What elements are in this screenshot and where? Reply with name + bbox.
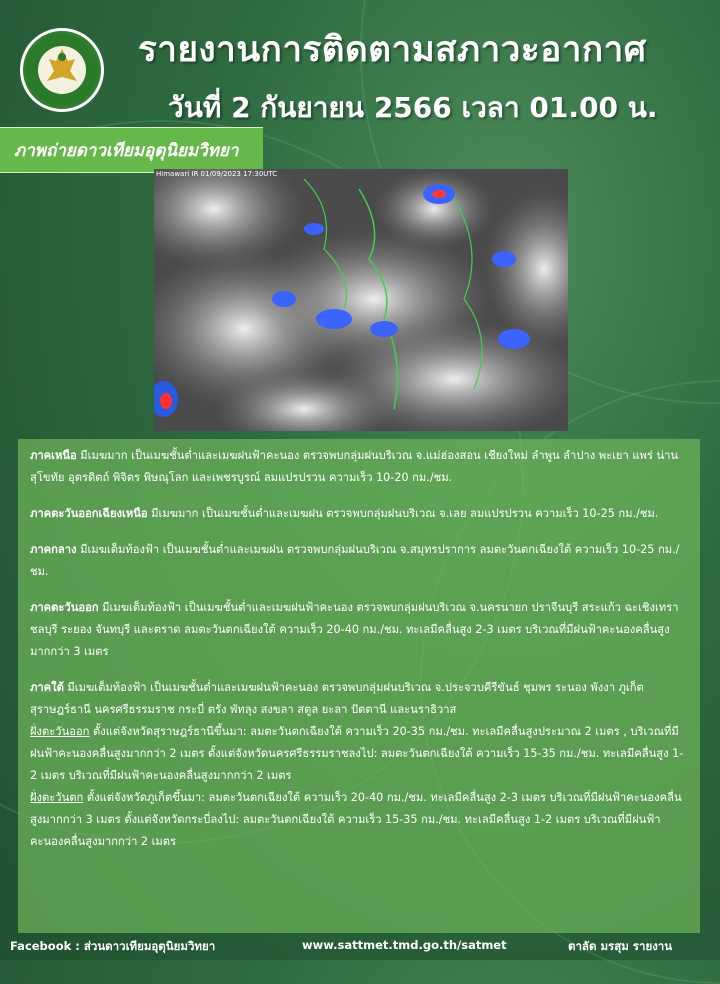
facebook-link[interactable]: Facebook : ส่วนดาวเทียมอุตุนิยมวิทยา <box>10 939 216 953</box>
region-label: ภาคกลาง <box>30 543 77 556</box>
section-label: ภาพถ่ายดาวเทียมอุตุนิยมวิทยา <box>0 127 263 173</box>
region-text: มีเมฆเต็มท้องฟ้า เป็นเมฆชั้นต่ำและเมฆฝนฟ้าคะนอง ตรวจพบกลุ่มฝนบริเวณ จ.นครนายก ปราจีนบุรี สระแก้ว ฉะเชิงเทรา ชลบุรี ระยอง จันทบุรี และตราด ลมตะวันตกเฉียงใต้ ความเร็ว 20-40 กม./ชม. ทะเลมีคลื่นสูง 2-3 เมตร บริเวณที่มีฝนฟ้าคะนองคลื่นสูงมากกว่า 3 เมตร <box>30 601 679 658</box>
east-coast-text: ตั้งแต่จังหวัดสุราษฎร์ธานีขึ้นมา: ลมตะวันตกเฉียงใต้ ความเร็ว 20-35 กม./ชม. ทะเลมีคลื่นสูงประมาณ 2 เมตร , บริเวณที่มีฝนฟ้าคะนองคลื่นสูงมากกว่า 2 เมตร ตั้งแต่จังหวัดนครศรีธรรมราชลงไป: ลมตะวันตกเฉียงใต้ ความเร็ว 15-35 กม./ชม. ทะเลมีคลื่นสูง 1-2 เมตร บริเวณที่มีฝนฟ้าคะนองคลื่นสูงมากกว่า 2 เมตร <box>30 725 684 782</box>
footer <box>0 936 720 958</box>
region-text: มีเมฆมาก เป็นเมฆชั้นต่ำและเมฆฝนฟ้าคะนอง ตรวจพบกลุ่มฝนบริเวณ จ.แม่ฮ่องสอน เชียงใหม่ ลำพูน ลำปาง พะเยา แพร่ น่าน สุโขทัย อุตรดิตถ์ พิจิตร พิษณุโลก และเพชรบูรณ์ ลมแปรปรวน ความเร็ว 10-20 กม./ชม. <box>30 449 679 484</box>
report-northeast <box>30 503 688 525</box>
west-coast-label: ฝั่งตะวันตก <box>30 791 84 804</box>
region-label: ภาคตะวันออก <box>30 601 99 614</box>
region-text: มีเมฆมาก เป็นเมฆชั้นต่ำและเมฆฝน ตรวจพบกลุ่มฝนบริเวณ จ.เลย ลมแปรปรวน ความเร็ว 10-25 กม./ชม. <box>147 507 659 520</box>
tmd-logo <box>20 28 104 112</box>
report-north <box>30 445 688 489</box>
region-text: มีเมฆเต็มท้องฟ้า เป็นเมฆชั้นต่ำและเมฆฝนฟ้าคะนอง ตรวจพบกลุ่มฝนบริเวณ จ.ประจวบคีรีขันธ์ ชุมพร ระนอง พังงา ภูเก็ต สุราษฎร์ธานี นครศรีธรรมราช กระบี่ ตรัง พัทลุง สงขลา สตูล ยะลา ปัตตานี และนราธิวาส <box>30 681 644 716</box>
website-link[interactable]: www.sattmet.tmd.go.th/satmet <box>302 938 507 952</box>
region-text: มีเมฆเต็มท้องฟ้า เป็นเมฆชั้นต่ำและเมฆฝน ตรวจพบกลุ่มฝนบริเวณ จ.สมุทรปราการ ลมตะวันตกเฉียงใต้ ความเร็ว 10-25 กม./ชม. <box>30 543 680 578</box>
report-title: รายงานการติดตามสภาวะอากาศ <box>138 30 647 70</box>
region-label: ภาคเหนือ <box>30 449 77 462</box>
satellite-label: Himawari IR 01/09/2023 17:30UTC <box>156 170 278 178</box>
weather-report <box>18 439 700 933</box>
report-central <box>30 539 688 583</box>
report-date: วันที่ 2 กันยายน 2566 เวลา 01.00 น. <box>168 91 658 124</box>
report-south <box>30 677 688 853</box>
region-label: ภาคตะวันออกเฉียงเหนือ <box>30 507 148 520</box>
west-coast-text: ตั้งแต่จังหวัดภูเก็ตขึ้นมา: ลมตะวันตกเฉียงใต้ ความเร็ว 20-40 กม./ชม. ทะเลมีคลื่นสูง 2-3 เมตร บริเวณที่มีฝนฟ้าคะนองคลื่นสูงมากกว่า 3 เมตร ตั้งแต่จังหวัดกระบี่ลงไป: ลมตะวันตกเฉียงใต้ ความเร็ว 15-35 กม./ชม. ทะเลมีคลื่นสูง 1-2 เมตร บริเวณที่มีฝนฟ้าคะนองคลื่นสูงมากกว่า 2 เมตร <box>30 791 682 848</box>
reporter-credit: ตาลัด มรสุม รายงาน <box>568 939 673 953</box>
satellite-image <box>154 169 568 431</box>
region-label: ภาคใต้ <box>30 681 64 694</box>
east-coast-label: ฝั่งตะวันออก <box>30 725 90 738</box>
report-east <box>30 597 688 663</box>
